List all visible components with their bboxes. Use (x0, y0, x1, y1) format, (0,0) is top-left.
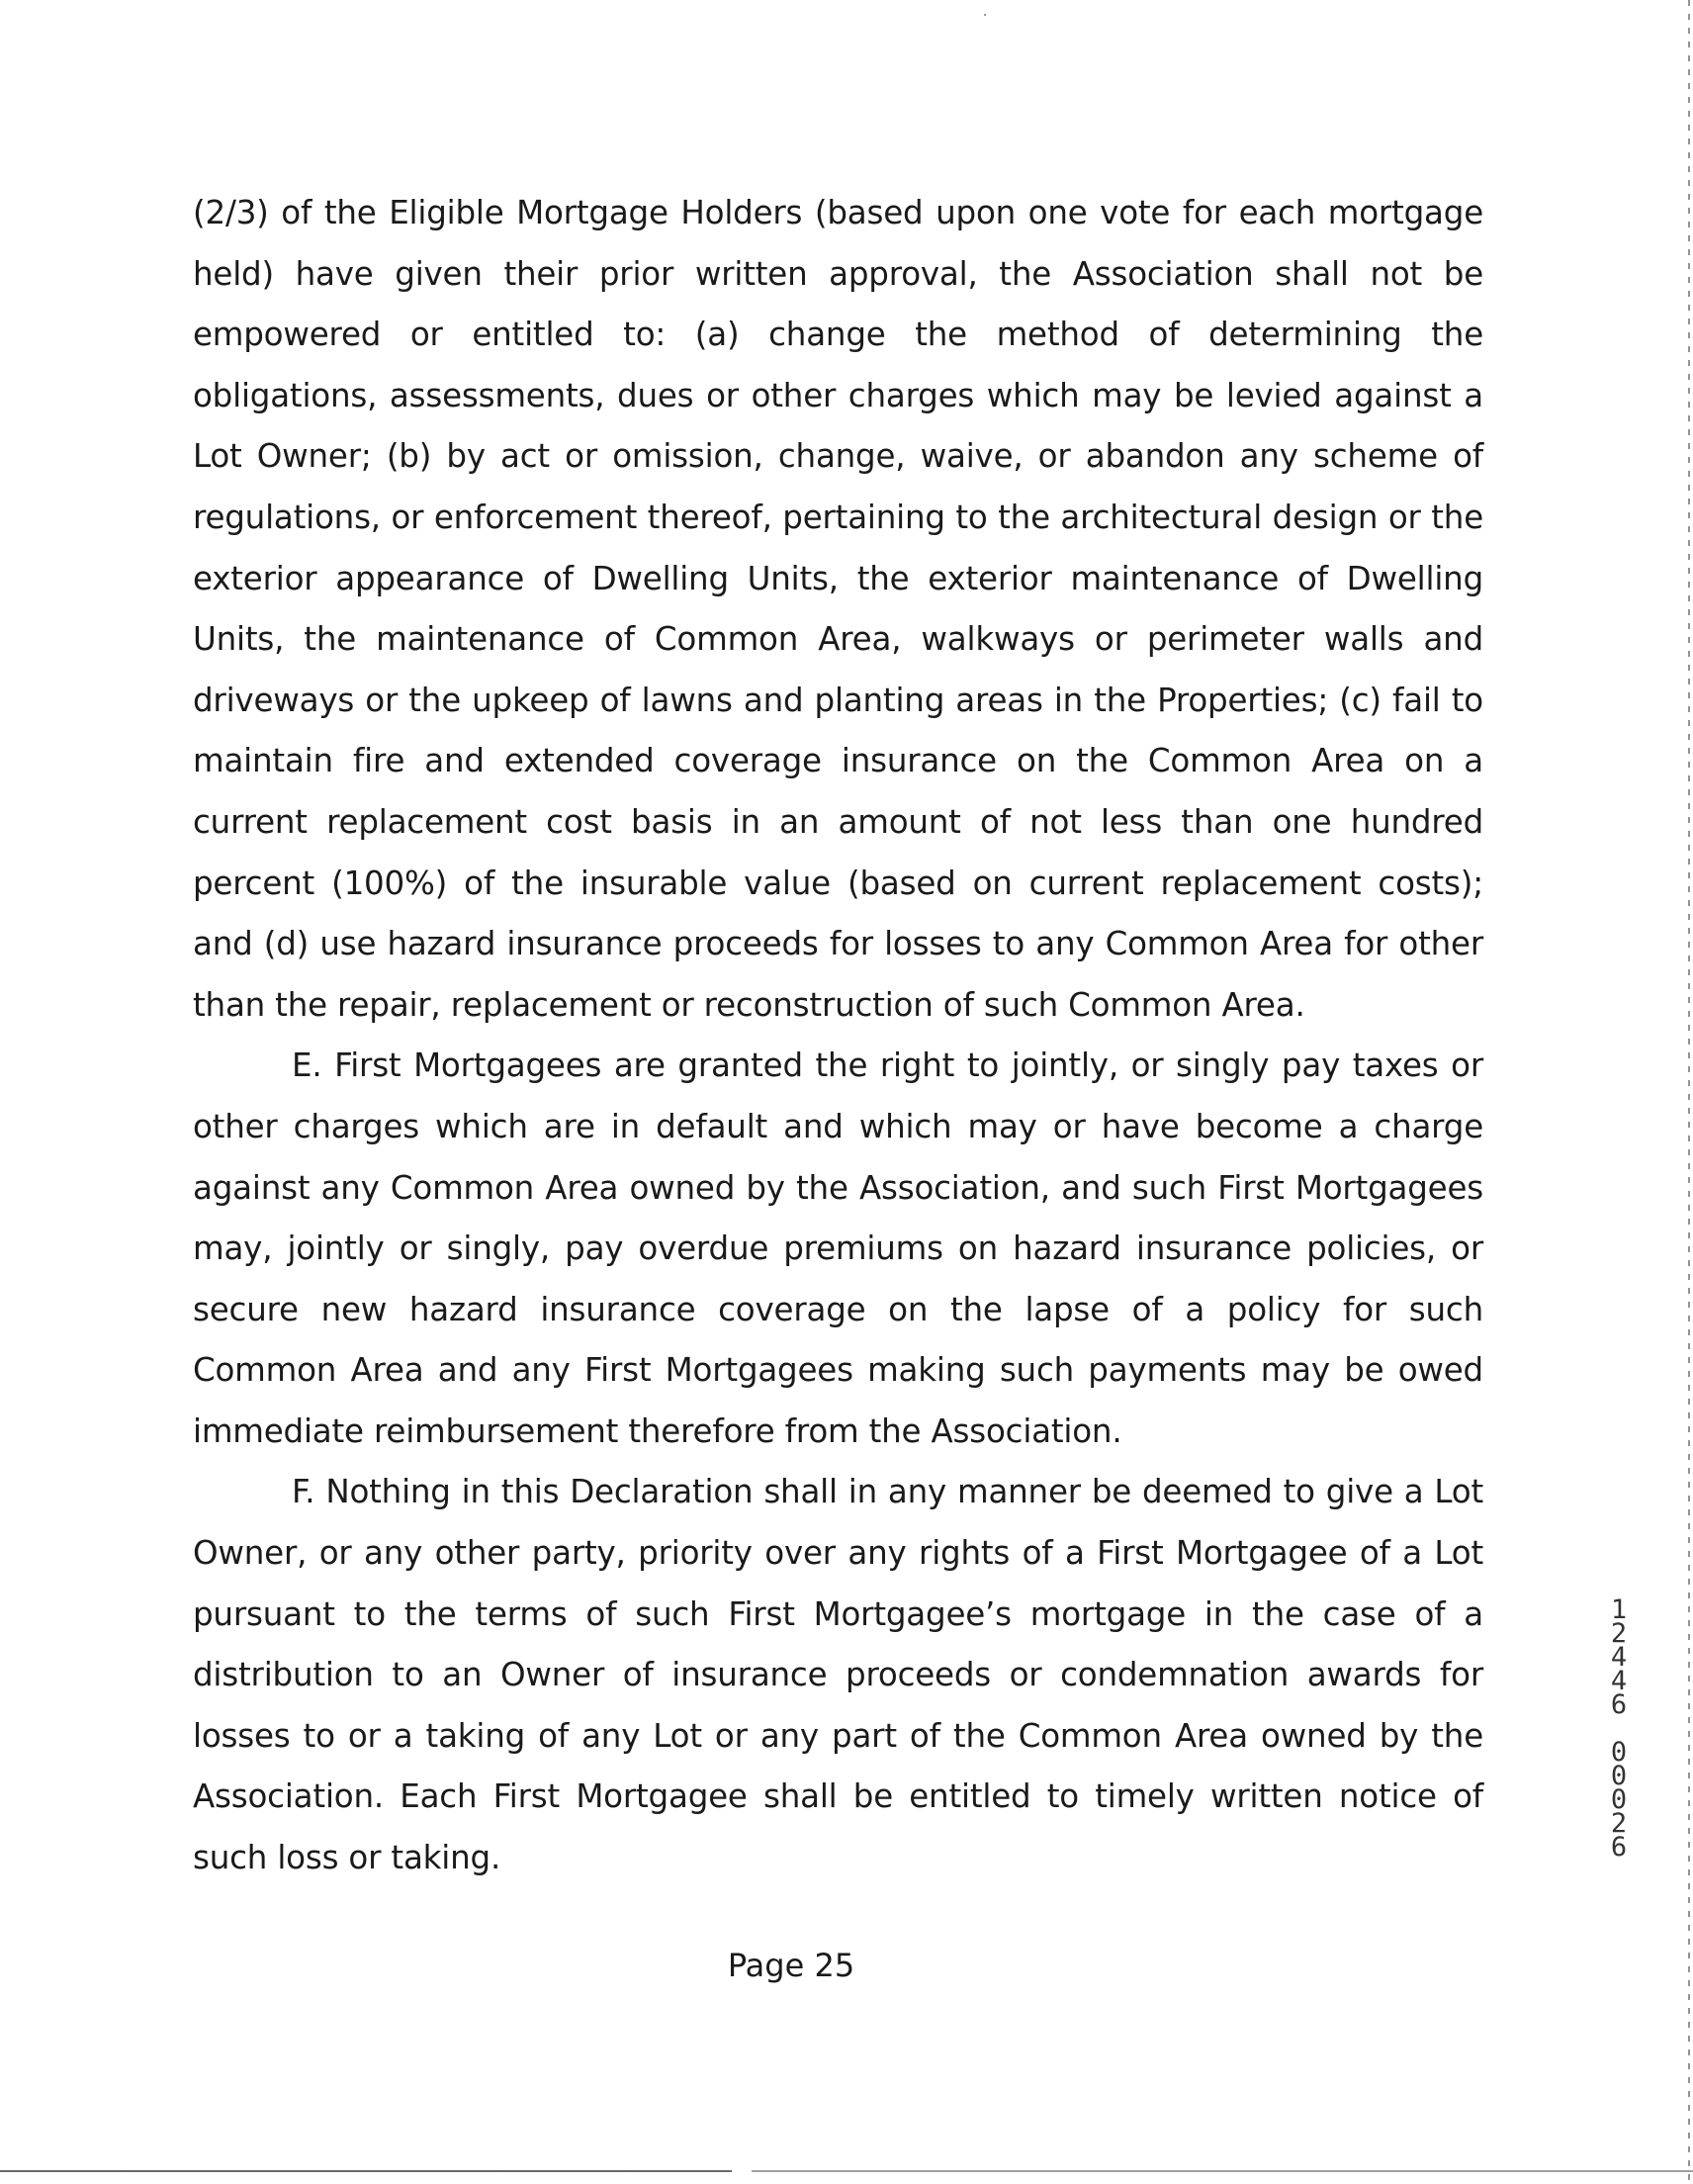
stamp-digit: 0 (1610, 1737, 1628, 1768)
stamp-digit: 1 (1610, 1594, 1628, 1625)
document-body (193, 183, 1483, 1889)
stamp-digit: 6 (1610, 1832, 1628, 1863)
recording-number-stamp (1599, 1594, 1639, 1863)
scan-speck (984, 14, 986, 16)
paragraph-section-e: E. First Mortgagees are granted the right to jointly, or singly pay taxes or other charges which are in default and which may or have become a charge against any Common Area owned by the Association, and such First Mortgagees may, jointly or singly, pay overdue premiums on hazard insurance policies, or secure new hazard insurance coverage on the lapse of a policy for such Common Area and any First Mortgagees making such payments may be owed immediate reimbursement therefore from the Association. (193, 1046, 1483, 1450)
page-number: Page 25 (727, 1947, 855, 1984)
stamp-digit: 0 (1610, 1761, 1628, 1791)
paragraph-section-f: F. Nothing in this Declaration shall in any manner be deemed to give a Lot Owner, or any other party, priority over any rights of a First Mortgagee of a Lot pursuant to the terms of such First Mortgagee’s mortgage in the case of a distribution to an Owner of insurance proceeds or condemnation awards for losses to or a taking of any Lot or any part of the Common Area owned by the Association. Each First Mortgagee shall be entitled to timely written notice of such loss or taking. (193, 1473, 1483, 1877)
stamp-digit: 4 (1610, 1642, 1628, 1673)
stamp-digit: 0 (1610, 1784, 1628, 1815)
scan-edge-right (1688, 0, 1690, 2184)
scan-edge-bottom (0, 2170, 1693, 2172)
stamp-digit: 2 (1610, 1808, 1628, 1839)
stamp-digit: 6 (1610, 1689, 1628, 1720)
stamp-digit: 4 (1610, 1666, 1628, 1696)
stamp-digit: 2 (1610, 1618, 1628, 1649)
paragraph-continuation: (2/3) of the Eligible Mortgage Holders (based upon one vote for each mortgage held) have given their prior written approval, the Association shall not be empowered or entitled to: (a) change the method of determining the obligations, assessments, dues or other charges which may be levied against a Lot Owner; (b) by act or omission, change, waive, or abandon any scheme of regulations, or enforcement thereof, pertaining to the architectural design or the exterior appearance of Dwelling Units, the exterior maintenance of Dwelling Units, the maintenance of Common Area, walkways or perimeter walls and driveways or the upkeep of lawns and planting areas in the Properties; (c) fail to maintain fire and extended coverage insurance on the Common Area on a current replacement cost basis in an amount of not less than one hundred percent (100%) of the insurable value (based on current replacement costs); and (d) use hazard insurance proceeds for losses to any Common Area for other than the repair, replacement or reconstruction of such Common Area. (193, 194, 1483, 1024)
